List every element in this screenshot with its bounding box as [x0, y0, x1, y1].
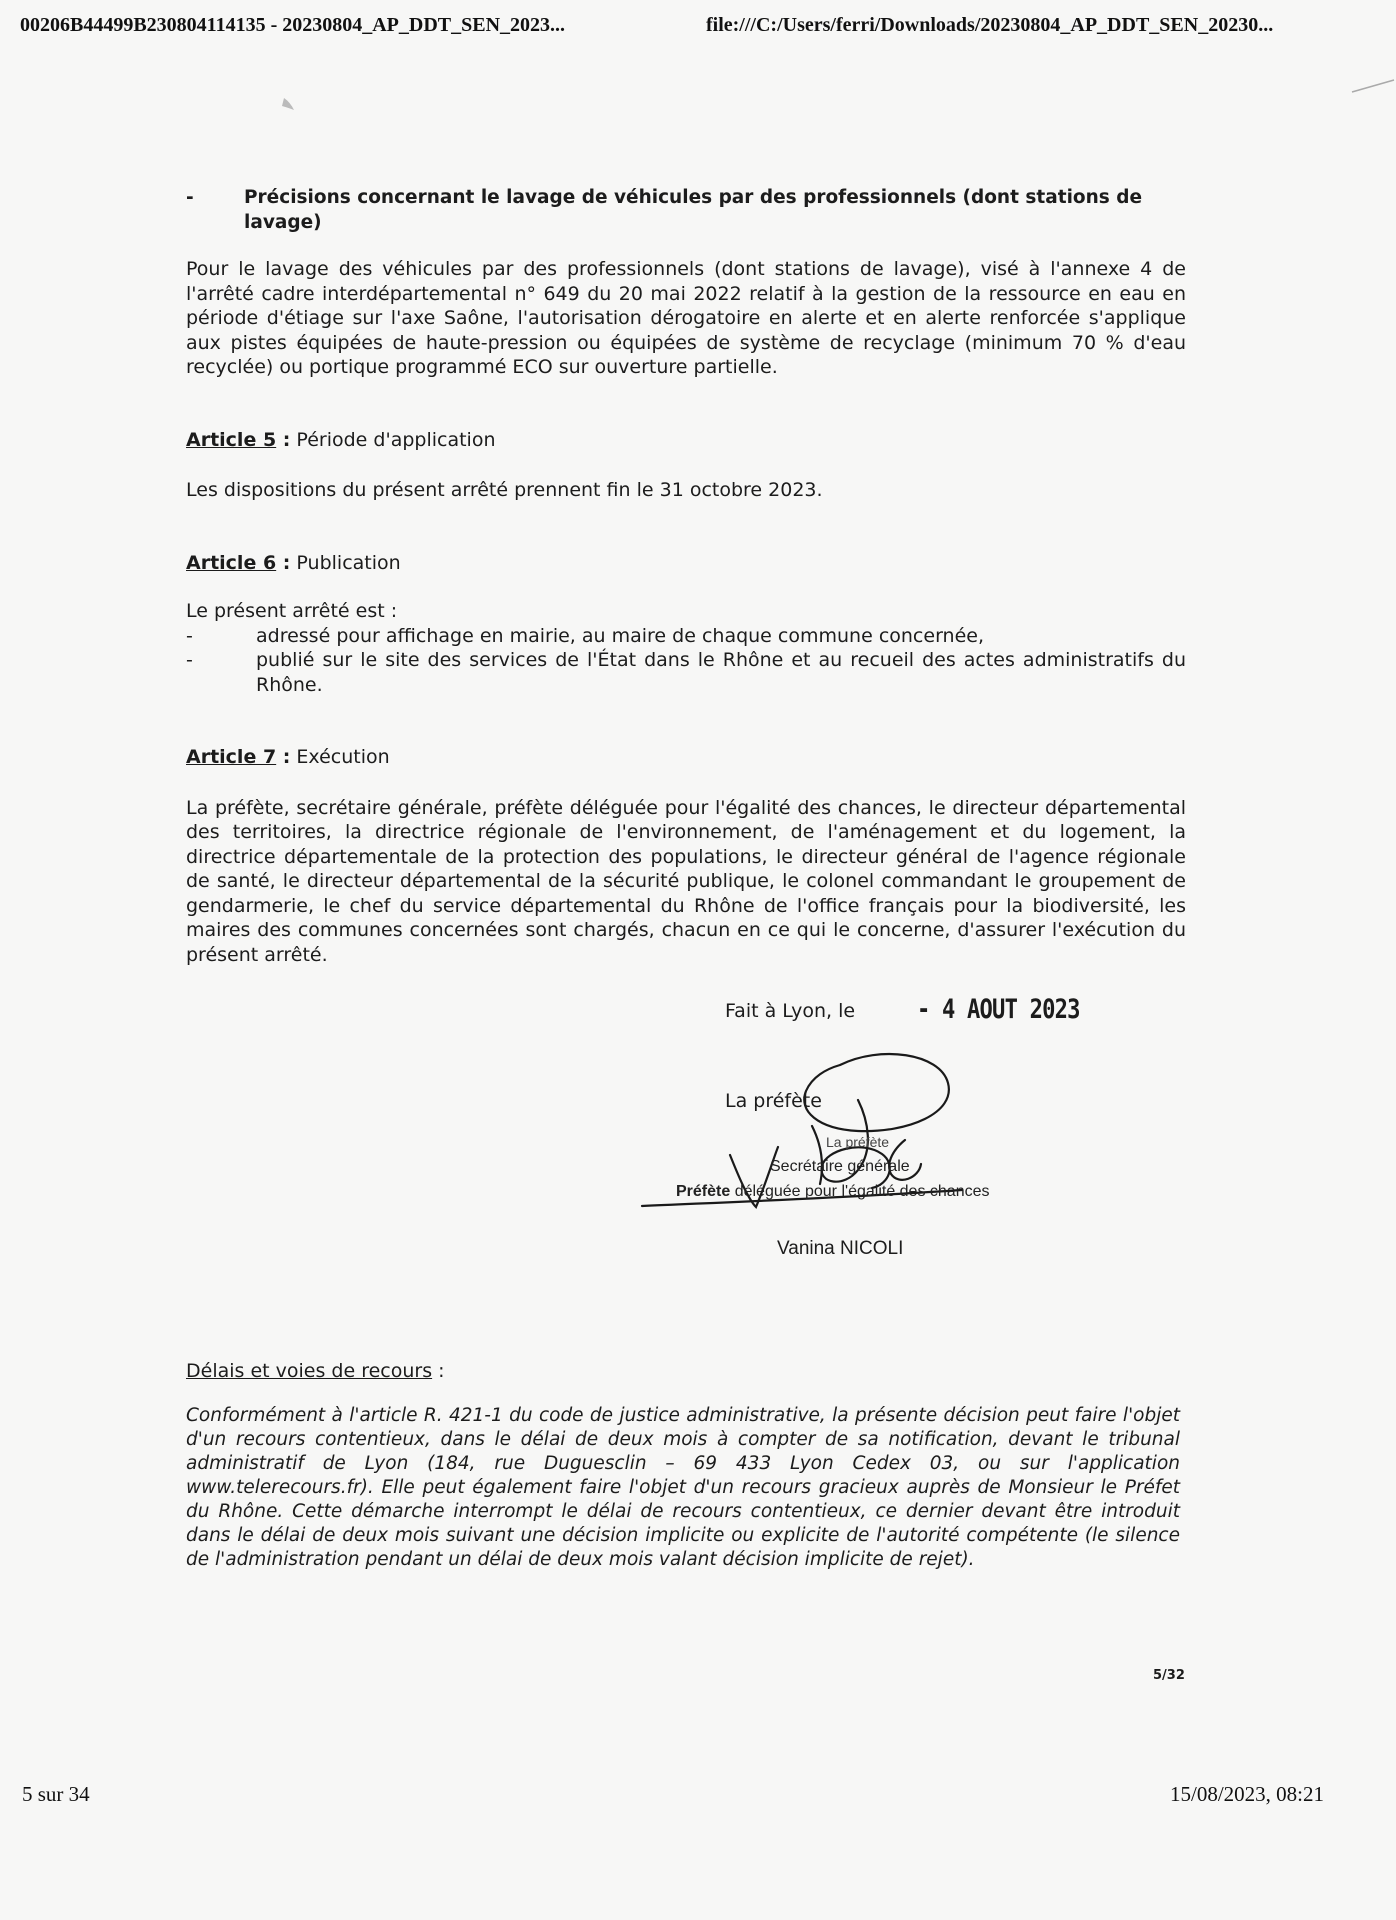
- article-colon: :: [276, 428, 291, 451]
- article-number: Article 6: [186, 551, 277, 574]
- article-colon: :: [276, 551, 291, 574]
- article-number: Article 5: [186, 428, 277, 451]
- signatory-title: La préfète: [725, 1090, 822, 1112]
- stamp-secretary-line: Secrétaire générale: [770, 1158, 910, 1175]
- stamp-overlay-text: La préfète: [826, 1134, 890, 1150]
- article-colon: :: [276, 746, 291, 768]
- print-header-url: file:///C:/Users/ferri/Downloads/20230804_AP_DDT_SEN_20230...: [706, 14, 1274, 36]
- delais-heading: [186, 1360, 445, 1382]
- article-7-body: La préfète, secrétaire générale, préfète déléguée pour l'égalité des chances, le directeur départemental des territoires, la directrice régionale de l'environnement, de l'aménagement et du logement, la directrice départementale de la protection des populations, le directeur général de l'agence régionale de santé, le directeur départemental de la sécurité publique, le colonel commandant le groupement de gendarmerie, le chef du service départemental du Rhône de l'office français pour la biodiversité, les maires des communes concernées sont chargés, chacun en ce qui le concerne, d'assurer l'exécution du présent arrêté.: [186, 796, 1186, 966]
- print-footer-pages: 5 sur 34: [22, 1782, 90, 1806]
- list-item-text: adressé pour affichage en mairie, au maire de chaque commune concernée,: [256, 624, 985, 647]
- place-label: Fait à Lyon, le: [725, 1000, 856, 1022]
- paragraph-lavage: Pour le lavage des véhicules par des professionnels (dont stations de lavage), visé à l'annexe 4 de l'arrêté cadre interdépartemental n° 649 du 20 mai 2022 relatif à la gestion de la ressource en eau en période d'étiage sur l'axe Saône, l'autorisation dérogatoire en alerte et en alerte renforcée s'applique aux pistes équipées de haute-pression ou équipées de système de recyclage (minimum 70 % d'eau recyclée) ou portique programmé ECO sur ouverture partielle.: [186, 258, 1186, 378]
- article-title: Exécution: [290, 746, 390, 768]
- print-footer-datetime: 15/08/2023, 08:21: [1170, 1782, 1325, 1806]
- article-6-intro: Le présent arrêté est :: [186, 600, 398, 622]
- article-title: Publication: [290, 551, 401, 574]
- delais-heading-text: Délais et voies de recours: [186, 1360, 433, 1382]
- stamp-delegate-line: [676, 1183, 990, 1201]
- bullet-dash: -: [186, 624, 193, 647]
- bullet-dash: -: [186, 649, 193, 671]
- section-heading-text: Précisions concernant le lavage de véhicules par des professionnels (dont stations de lavage): [244, 187, 1143, 233]
- list-item-text: publié sur le site des services de l'État dans le Rhône et au recueil des actes administratifs du Rhône.: [256, 649, 1186, 696]
- document-page-number: 5/32: [1153, 1668, 1185, 1683]
- delais-body: Conformément à l'article R. 421-1 du code de justice administrative, la présente décision peut faire l'objet d'un recours contentieux, dans le délai de deux mois à compter de sa notification, devant le tribunal administratif de Lyon (184, rue Duguesclin – 69 433 Lyon Cedex 03, ou sur l'application www.telerecours.fr). Elle peut également faire l'objet d'un recours gracieux auprès de Monsieur le Préfet du Rhône. Cette démarche interrompt le délai de recours contentieux, ce dernier devant être introduit dans le délai de deux mois suivant une décision implicite ou explicite de l'autorité compétente (le silence de l'administration pendant un délai de deux mois valant décision implicite de rejet).: [186, 1405, 1180, 1570]
- stamp-delegate-text: déléguée pour l'égalité des chances: [730, 1183, 990, 1200]
- date-stamp: - 4 AOUT 2023: [917, 994, 1080, 1025]
- bullet-dash: -: [186, 187, 194, 208]
- stamp-delegate-title: Préfète: [676, 1183, 731, 1200]
- article-5-body: Les dispositions du présent arrêté prennent fin le 31 octobre 2023.: [186, 479, 823, 501]
- signer-name: Vanina NICOLI: [777, 1238, 904, 1259]
- article-title: Période d'application: [290, 428, 496, 451]
- print-header-title: 00206B44499B230804114135 - 20230804_AP_DDT_SEN_2023...: [20, 14, 566, 36]
- delais-heading-colon: :: [432, 1360, 445, 1382]
- article-number: Article 7: [186, 746, 277, 768]
